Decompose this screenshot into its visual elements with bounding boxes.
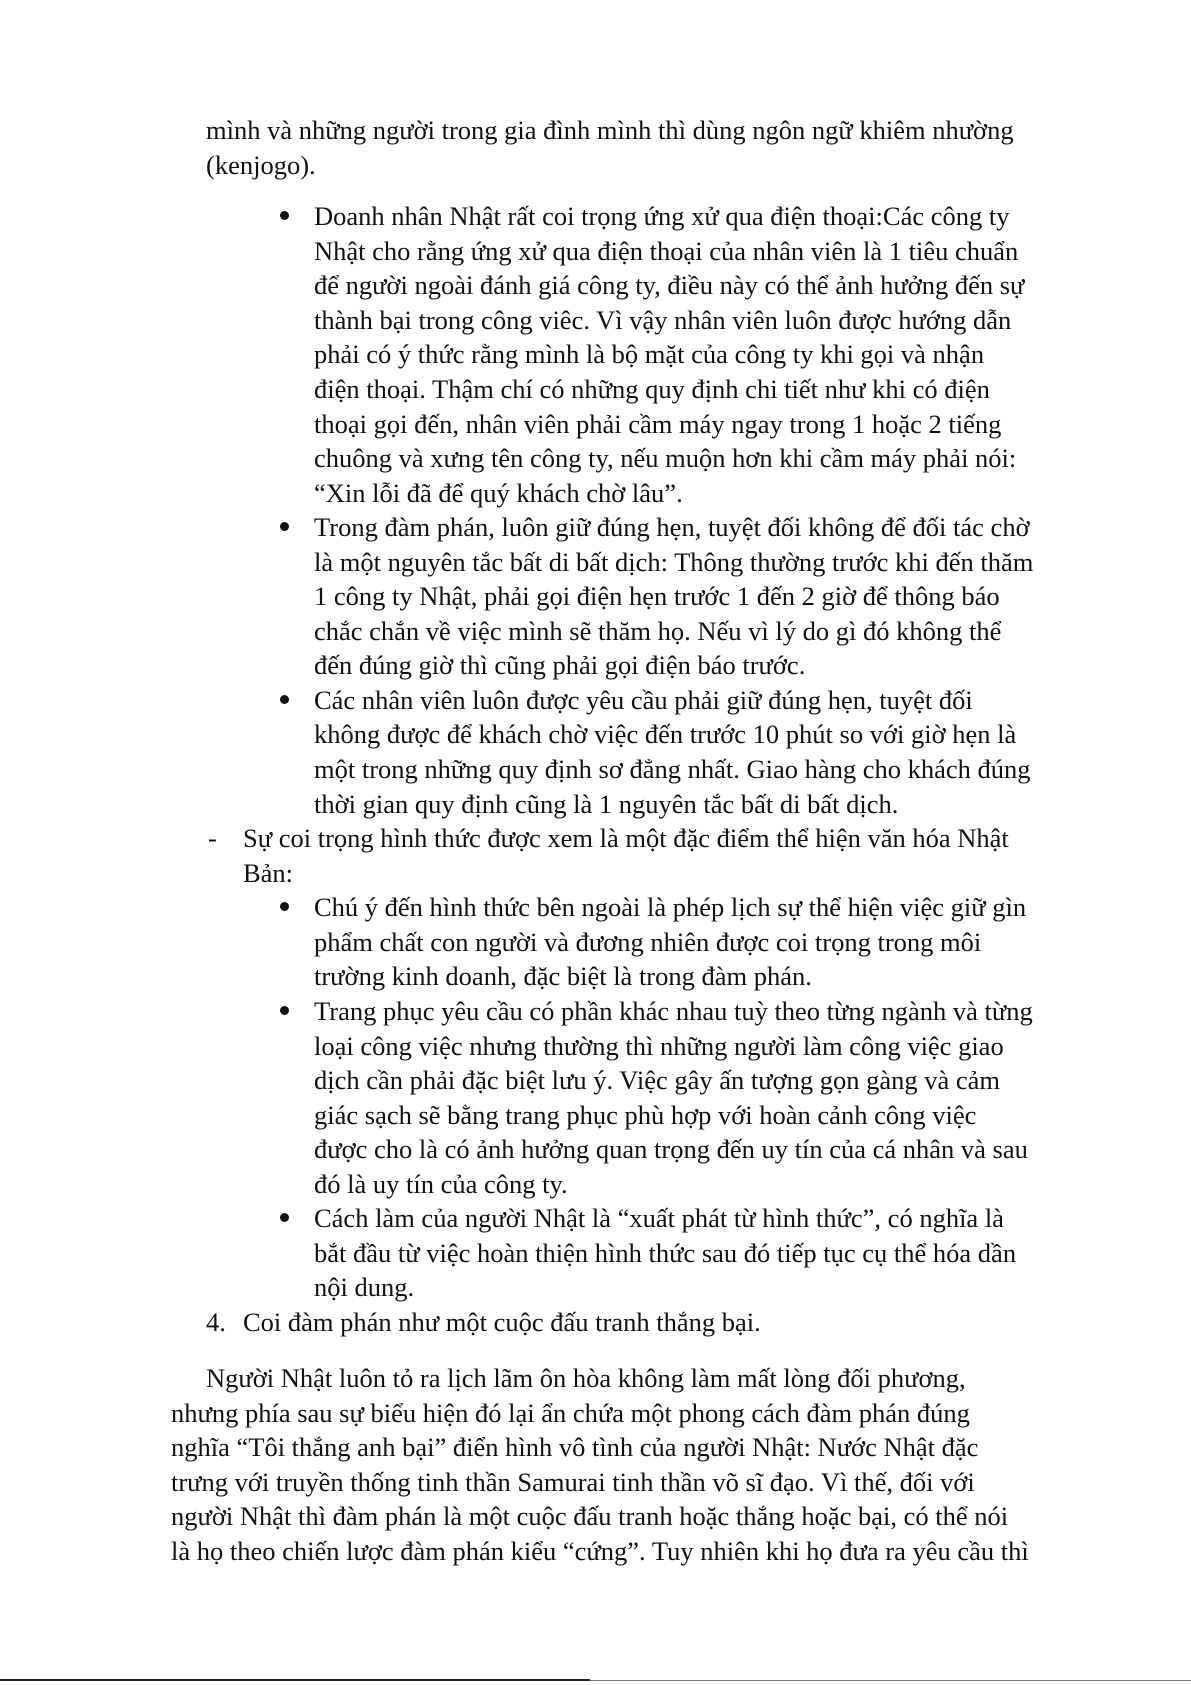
dash-line: Sự coi trọng hình thức được xem là một đặc điểm thể hiện văn hóa Nhật bbox=[243, 823, 1009, 853]
bullet-line: thời gian quy định cũng là 1 nguyên tắc bất di bất dịch. bbox=[314, 789, 899, 819]
bullet-icon bbox=[280, 1213, 289, 1222]
paragraph-line: trưng với truyền thống tinh thần Samurai tinh thần võ sĩ đạo. Vì thế, đối với bbox=[171, 1467, 975, 1497]
intro-line: mình và những người trong gia đình mình thì dùng ngôn ngữ khiêm nhường bbox=[206, 115, 1014, 145]
bullet-line: Nhật cho rằng ứng xử qua điện thoại của nhân viên là 1 tiêu chuẩn bbox=[314, 236, 1019, 266]
footer-divider bbox=[0, 1679, 590, 1681]
bullet-line: loại công việc nhưng thường thì những người làm công việc giao bbox=[314, 1031, 1004, 1061]
bullet-line: không được để khách chờ việc đến trước 10 phút so với giờ hẹn là bbox=[314, 719, 1017, 749]
bullet-line: Doanh nhân Nhật rất coi trọng ứng xử qua điện thoại:Các công ty bbox=[314, 201, 1010, 231]
paragraph-line: người Nhật thì đàm phán là một cuộc đấu tranh hoặc thắng hoặc bại, có thể nói bbox=[171, 1501, 1009, 1531]
bullet-line: chắc chắn về việc mình sẽ thăm họ. Nếu vì lý do gì đó không thể bbox=[314, 616, 1002, 646]
bullet-line: 1 công ty Nhật, phải gọi điện hẹn trước 1 đến 2 giờ để thông báo bbox=[314, 581, 1000, 611]
bullet-line: dịch cần phải đặc biệt lưu ý. Việc gây ấn tượng gọn gàng và cảm bbox=[314, 1065, 1001, 1095]
bullet-icon bbox=[280, 211, 289, 220]
bullet-line: phẩm chất con người và đương nhiên được coi trọng trong môi bbox=[314, 927, 982, 957]
bullet-line: chuông và xưng tên công ty, nếu muộn hơn khi cầm máy phải nói: bbox=[314, 443, 1017, 473]
bullet-line: trường kinh doanh, đặc biệt là trong đàm phán. bbox=[314, 961, 812, 991]
bullet-line: nội dung. bbox=[314, 1272, 415, 1302]
bullet-icon bbox=[280, 695, 289, 704]
bullet-line: bắt đầu từ việc hoàn thiện hình thức sau đó tiếp tục cụ thể hóa dần bbox=[314, 1238, 1017, 1268]
paragraph-line: Người Nhật luôn tỏ ra lịch lãm ôn hòa không làm mất lòng đối phương, bbox=[206, 1363, 966, 1393]
bullet-line: được cho là có ảnh hưởng quan trọng đến uy tín của cá nhân và sau bbox=[314, 1134, 1028, 1164]
paragraph-line: nhưng phía sau sự biểu hiện đó lại ẩn chứa một phong cách đàm phán đúng bbox=[171, 1398, 970, 1428]
bullet-line: đó là uy tín của công ty. bbox=[314, 1169, 568, 1199]
bullet-line: “Xin lỗi đã để quý khách chờ lâu”. bbox=[314, 478, 683, 508]
numbered-item-text: Coi đàm phán như một cuộc đấu tranh thắng bại. bbox=[243, 1307, 761, 1337]
bullet-line: điện thoại. Thậm chí có những quy định chi tiết như khi có điện bbox=[314, 374, 990, 404]
bullet-line: Cách làm của người Nhật là “xuất phát từ hình thức”, có nghĩa là bbox=[314, 1203, 1004, 1233]
bullet-line: thành bại trong công viêc. Vì vậy nhân viên luôn được hướng dẫn bbox=[314, 305, 1012, 335]
bullet-line: thoại gọi đến, nhân viên phải cầm máy ngay trong 1 hoặc 2 tiếng bbox=[314, 409, 1002, 439]
bullet-line: Các nhân viên luôn được yêu cầu phải giữ đúng hẹn, tuyệt đối bbox=[314, 685, 973, 715]
numbered-item-number: 4. bbox=[206, 1307, 226, 1337]
bullet-icon bbox=[280, 902, 289, 911]
intro-line: (kenjogo). bbox=[206, 150, 316, 180]
bullet-icon bbox=[280, 1006, 289, 1015]
dash-line: Bản: bbox=[243, 858, 294, 888]
bullet-line: một trong những quy định sơ đẳng nhất. Giao hàng cho khách đúng bbox=[314, 754, 1031, 784]
bullet-line: Trang phục yêu cầu có phần khác nhau tuỳ theo từng ngành và từng bbox=[314, 996, 1033, 1026]
bullet-line: giác sạch sẽ bằng trang phục phù hợp với hoàn cảnh công việc bbox=[314, 1100, 977, 1130]
bullet-icon bbox=[280, 522, 289, 531]
dash-marker: - bbox=[208, 823, 217, 853]
bullet-line: Chú ý đến hình thức bên ngoài là phép lịch sự thể hiện việc giữ gìn bbox=[314, 892, 1027, 922]
bullet-line: để người ngoài đánh giá công ty, điều này có thể ảnh hưởng đến sự bbox=[314, 270, 1025, 300]
footer-divider bbox=[590, 1680, 1191, 1681]
bullet-line: đến đúng giờ thì cũng phải gọi điện báo trước. bbox=[314, 650, 806, 680]
bullet-line: Trong đàm phán, luôn giữ đúng hẹn, tuyệt đối không để đối tác chờ bbox=[314, 512, 1030, 542]
paragraph-line: nghĩa “Tôi thắng anh bại” điển hình vô tình của người Nhật: Nước Nhật đặc bbox=[171, 1432, 979, 1462]
bullet-line: là một nguyên tắc bất di bất dịch: Thông thường trước khi đến thăm bbox=[314, 547, 1034, 577]
bullet-line: phải có ý thức rằng mình là bộ mặt của công ty khi gọi và nhận bbox=[314, 339, 985, 369]
paragraph-line: là họ theo chiến lược đàm phán kiểu “cứng”. Tuy nhiên khi họ đưa ra yêu cầu thì bbox=[171, 1536, 1029, 1566]
